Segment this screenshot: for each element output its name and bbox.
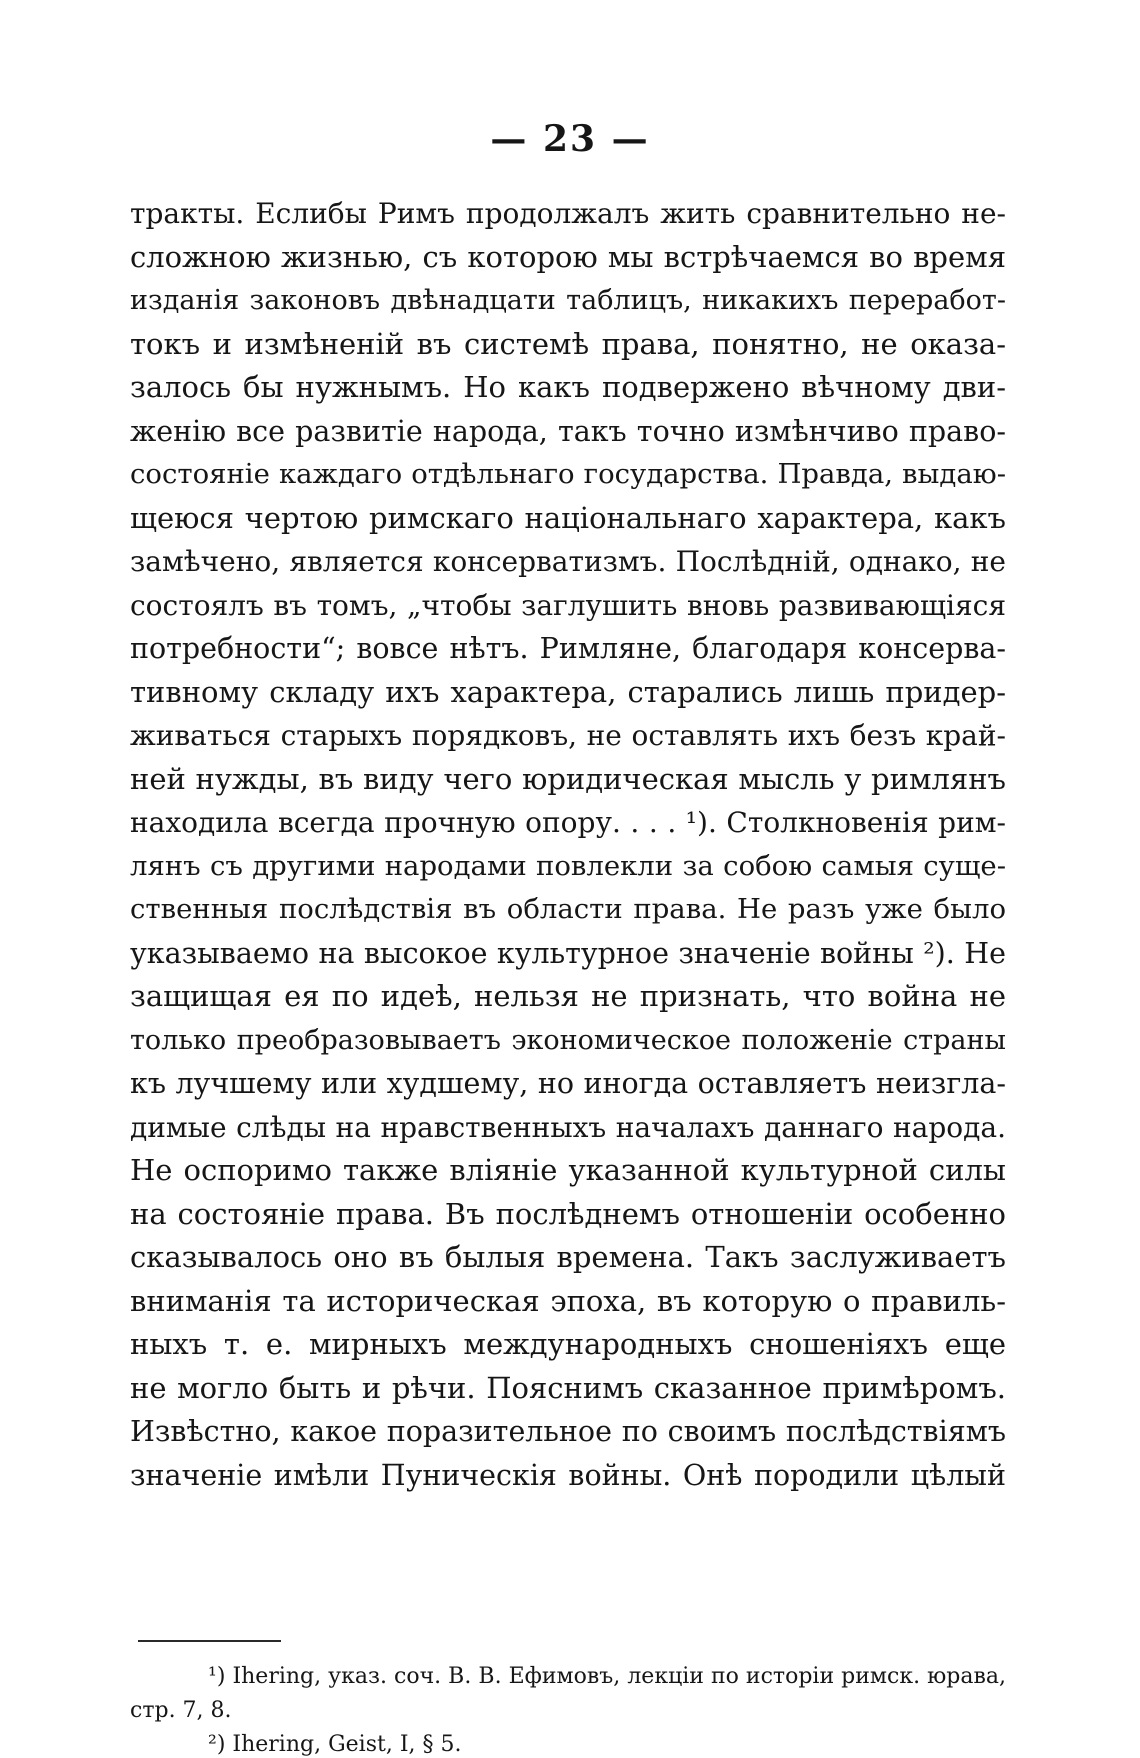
text-line: живаться старыхъ порядковъ, не оставлять ихъ безъ край- bbox=[130, 719, 1006, 752]
text-line: ственныя послѣдствія въ области права. Не разъ уже было bbox=[130, 893, 1006, 925]
text-line: димые слѣды на нравственныхъ началахъ даннаго народа. bbox=[130, 1110, 1006, 1144]
footnote-2: ²) Ihering, Geist, I, § 5. bbox=[208, 1732, 462, 1757]
text-line: указываемо на высокое культурное значеніе войны ²). Не bbox=[130, 936, 1006, 970]
text-line: защищая ея по идеѣ, нельзя не признать, что война не bbox=[130, 979, 1006, 1013]
footnote-1-line-2: стр. 7, 8. bbox=[130, 1698, 232, 1723]
text-line: ныхъ т. е. мирныхъ международныхъ сношеніяхъ еще bbox=[130, 1327, 1006, 1361]
text-line: залось бы нужнымъ. Но какъ подвержено вѣчному дви- bbox=[130, 370, 1006, 404]
body-text bbox=[130, 192, 1006, 1497]
footnote-1-line-1: ¹) Ihering, указ. соч. В. В. Ефимовъ, лекціи по исторіи римск. юрава, bbox=[208, 1664, 1006, 1689]
text-line: женію все развитіе народа, такъ точно измѣнчиво право- bbox=[130, 414, 1006, 448]
text-line: сложною жизнью, съ которою мы встрѣчаемся во время bbox=[130, 239, 1006, 274]
text-line: щеюся чертою римскаго національнаго характера, какъ bbox=[130, 500, 1006, 535]
page-number: — 23 — bbox=[490, 118, 650, 160]
text-line: лянъ съ другими народами повлекли за собою самыя суще- bbox=[130, 849, 1006, 882]
text-line: находила всегда прочную опору. . . . ¹). Столкновенія рим- bbox=[130, 806, 1006, 839]
text-line: замѣчено, является консерватизмъ. Послѣдній, однако, не bbox=[130, 545, 1006, 578]
footnotes bbox=[130, 1660, 1006, 1758]
text-line: только преобразовываетъ экономическое положеніе страны bbox=[130, 1024, 1006, 1056]
text-line: сказывалось оно въ былыя времена. Такъ заслуживаетъ bbox=[130, 1240, 1006, 1274]
text-line: тракты. Еслибы Римъ продолжалъ жить сравнительно не- bbox=[130, 197, 1006, 230]
text-line: ней нужды, въ виду чего юридическая мысль у римлянъ bbox=[130, 761, 1006, 796]
text-line: не могло быть и рѣчи. Пояснимъ сказанное примѣромъ. bbox=[130, 1370, 1006, 1405]
text-line: токъ и измѣненій въ системѣ права, понятно, не оказа- bbox=[130, 326, 1006, 361]
text-line: Извѣстно, какое поразительное по своимъ послѣдствіямъ bbox=[130, 1415, 1006, 1448]
text-line: къ лучшему или худшему, но иногда оставляетъ неизгла- bbox=[130, 1067, 1006, 1100]
text-line: изданія законовъ двѣнадцати таблицъ, никакихъ переработ- bbox=[130, 285, 1006, 316]
text-line: Не оспоримо также вліяніе указанной культурной силы bbox=[130, 1153, 1006, 1187]
text-line: значеніе имѣли Пуническія войны. Онѣ породили цѣлый bbox=[130, 1458, 1006, 1492]
text-line: потребности“; вовсе нѣтъ. Римляне, благодаря консерва- bbox=[130, 632, 1006, 665]
text-line: на состояніе права. Въ послѣднемъ отношеніи особенно bbox=[130, 1196, 1006, 1231]
text-line: состояніе каждаго отдѣльнаго государства. Правда, выдаю- bbox=[130, 458, 1006, 490]
text-line: вниманія та историческая эпоха, въ которую о правиль- bbox=[130, 1283, 1006, 1318]
footnote-divider bbox=[138, 1640, 281, 1642]
text-line: тивному складу ихъ характера, старались лишь придер- bbox=[130, 674, 1006, 709]
text-line: состоялъ въ томъ, „чтобы заглушить вновь развивающіяся bbox=[130, 588, 1006, 622]
